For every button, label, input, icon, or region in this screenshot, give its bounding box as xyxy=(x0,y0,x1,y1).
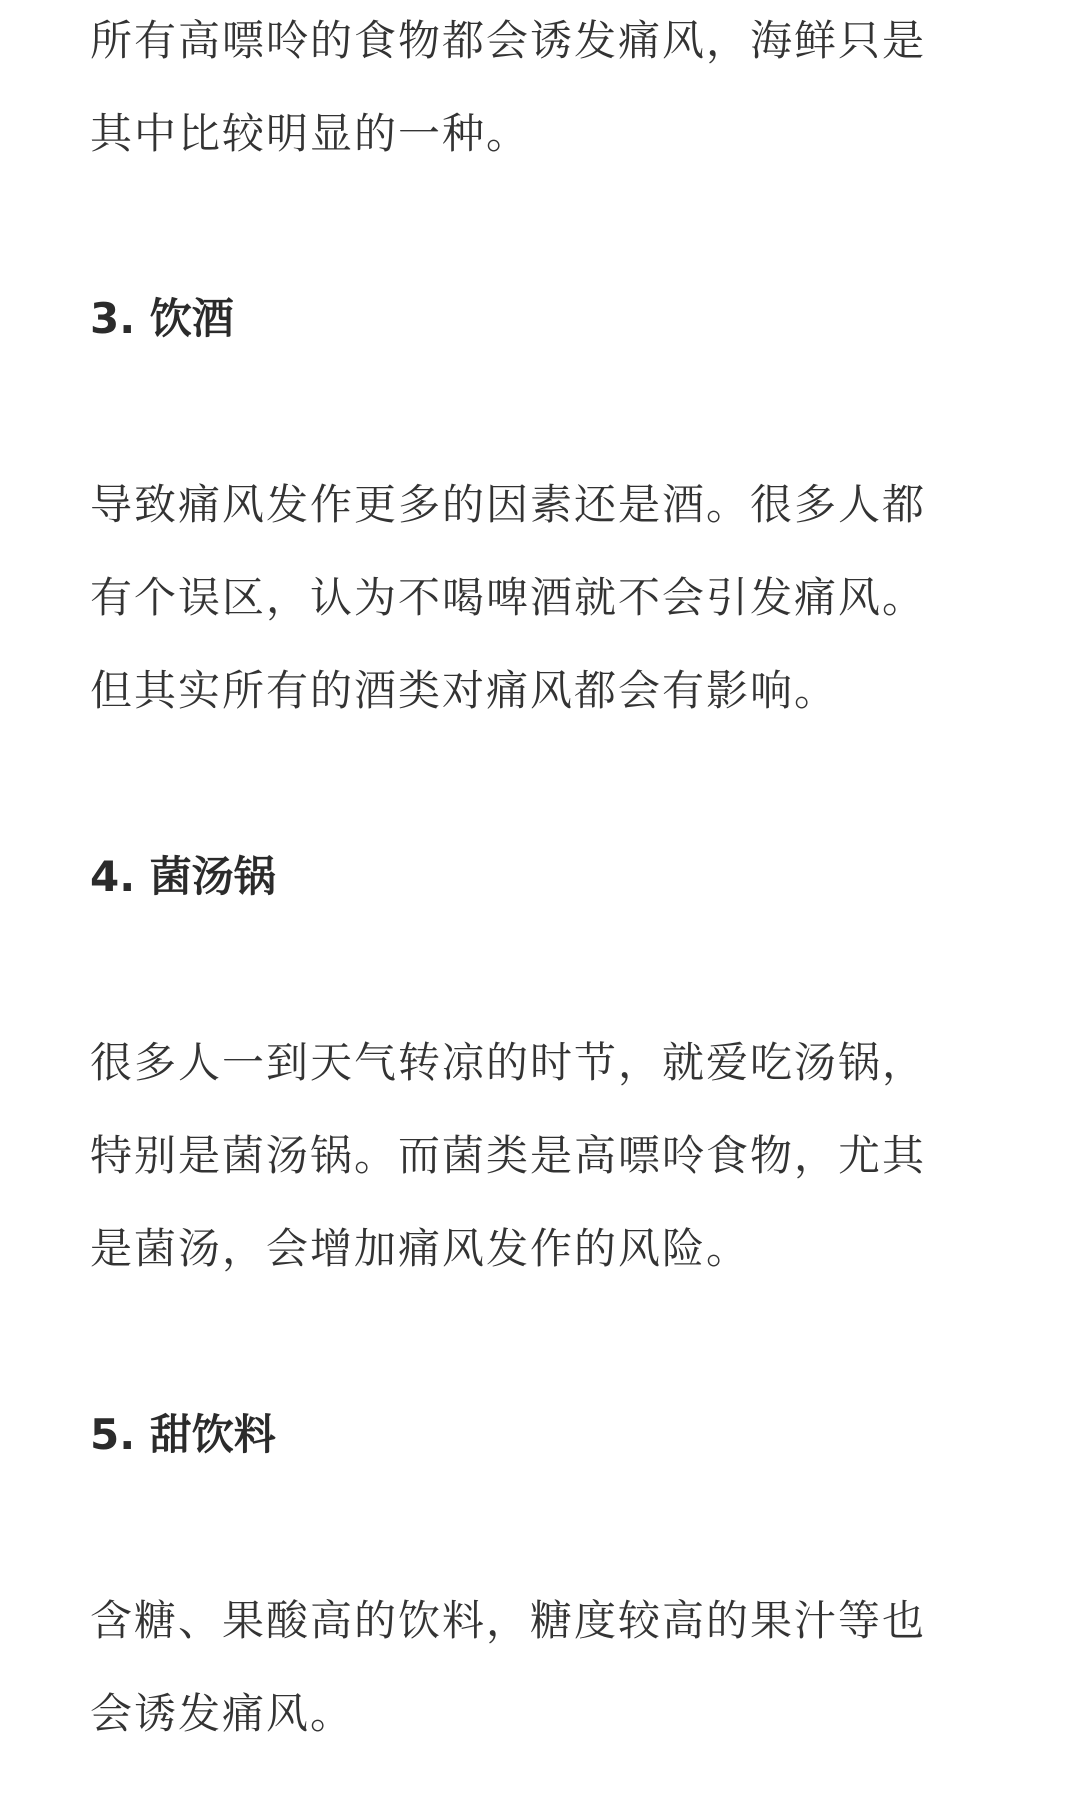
paragraph-mushroom-soup xyxy=(90,1016,926,1295)
heading-drinking: 3. 饮酒 xyxy=(90,294,234,343)
text-line: 其中比较明显的一种。 xyxy=(90,109,531,158)
paragraph-sugary-drinks xyxy=(90,1574,926,1760)
heading-mushroom-hotpot: 4. 菌汤锅 xyxy=(90,852,276,901)
text-line: 会诱发痛风。 xyxy=(90,1689,355,1738)
text-line: 特别是菌汤锅。而菌类是高嘌呤食物，尤其 xyxy=(90,1131,927,1180)
text-line: 但其实所有的酒类对痛风都会有影响。 xyxy=(90,666,839,715)
text-line: 含糖、果酸高的饮料，糖度较高的果汁等也 xyxy=(90,1596,927,1645)
text-line: 导致痛风发作更多的因素还是酒。很多人都 xyxy=(90,480,927,529)
text-line: 很多人一到天气转凉的时节，就爱吃汤锅， xyxy=(90,1038,927,1087)
paragraph-alcohol xyxy=(90,458,926,737)
text-line: 是菌汤，会增加痛风发作的风险。 xyxy=(90,1224,751,1273)
paragraph-purine-foods xyxy=(90,0,926,180)
text-line: 有个误区，认为不喝啤酒就不会引发痛风。 xyxy=(90,573,927,622)
text-line: 所有高嘌呤的食物都会诱发痛风，海鲜只是 xyxy=(90,16,927,65)
heading-sweet-drinks: 5. 甜饮料 xyxy=(90,1410,276,1459)
